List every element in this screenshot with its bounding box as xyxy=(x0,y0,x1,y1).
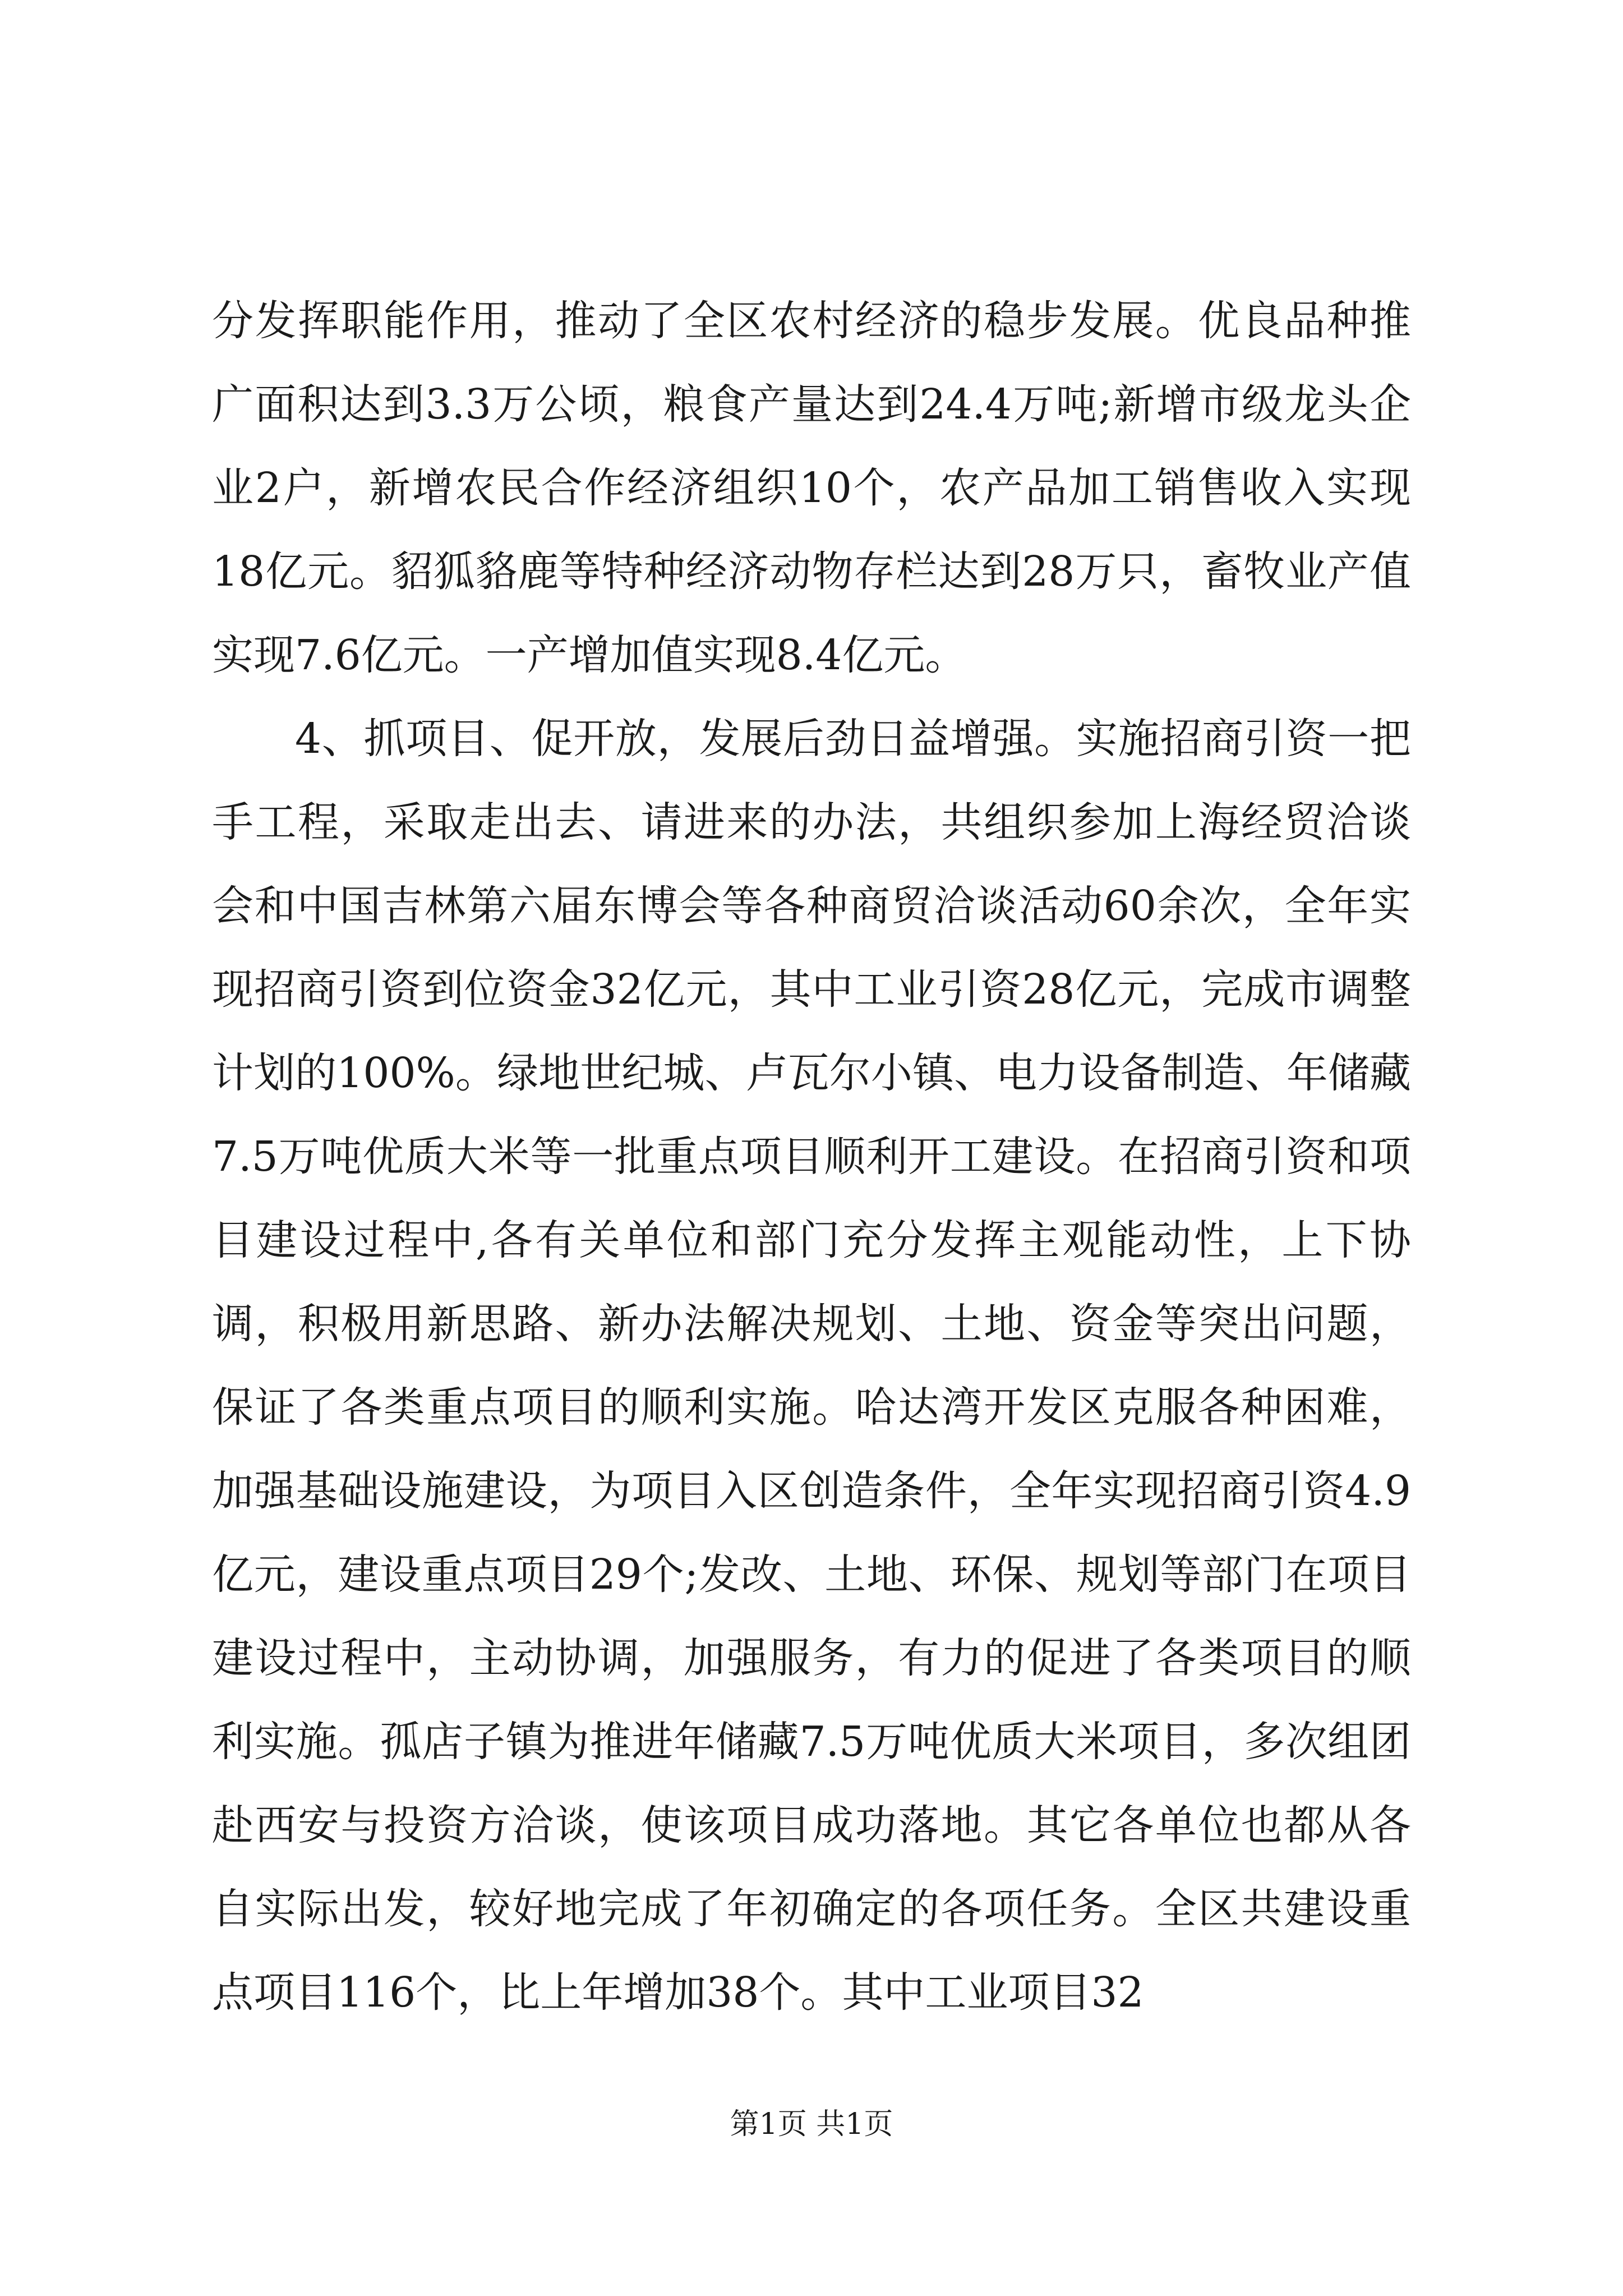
document-body xyxy=(212,279,1411,2035)
page-footer: 第1页 共1页 xyxy=(730,2108,893,2141)
paragraph-1: 分发挥职能作用，推动了全区农村经济的稳步发展。优良品种推广面积达到3.3万公顷，粮食产量达到24.4万吨;新增市级龙头企业2户，新增农民合作经济组织10个，农产品加工销售收入实现18亿元。貂狐貉鹿等特种经济动物存栏达到28万只，畜牧业产值实现7.6亿元。一产增加值实现8.4亿元。 xyxy=(212,297,1411,679)
paragraph-2: 4、抓项目、促开放，发展后劲日益增强。实施招商引资一把手工程，采取走出去、请进来的办法，共组织参加上海经贸洽谈会和中国吉林第六届东博会等各种商贸洽谈活动60余次，全年实现招商引资到位资金32亿元，其中工业引资28亿元，完成市调整计划的100%。绿地世纪城、卢瓦尔小镇、电力设备制造、年储藏7.5万吨优质大米等一批重点项目顺利开工建设。在招商引资和项目建设过程中,各有关单位和部门充分发挥主观能动性，上下协调，积极用新思路、新办法解决规划、土地、资金等突出问题，保证了各类重点项目的顺利实施。哈达湾开发区克服各种困难，加强基础设施建设，为项目入区创造条件，全年实现招商引资4.9亿元，建设重点项目29个;发改、土地、环保、规划等部门在项目建设过程中，主动协调，加强服务，有力的促进了各类项目的顺利实施。孤店子镇为推进年储藏7.5万吨优质大米项目，多次组团赴西安与投资方洽谈，使该项目成功落地。其它各单位也都从各自实际出发，较好地完成了年初确定的各项任务。全区共建设重点项目116个，比上年增加38个。其中工业项目32 xyxy=(212,715,1411,2017)
